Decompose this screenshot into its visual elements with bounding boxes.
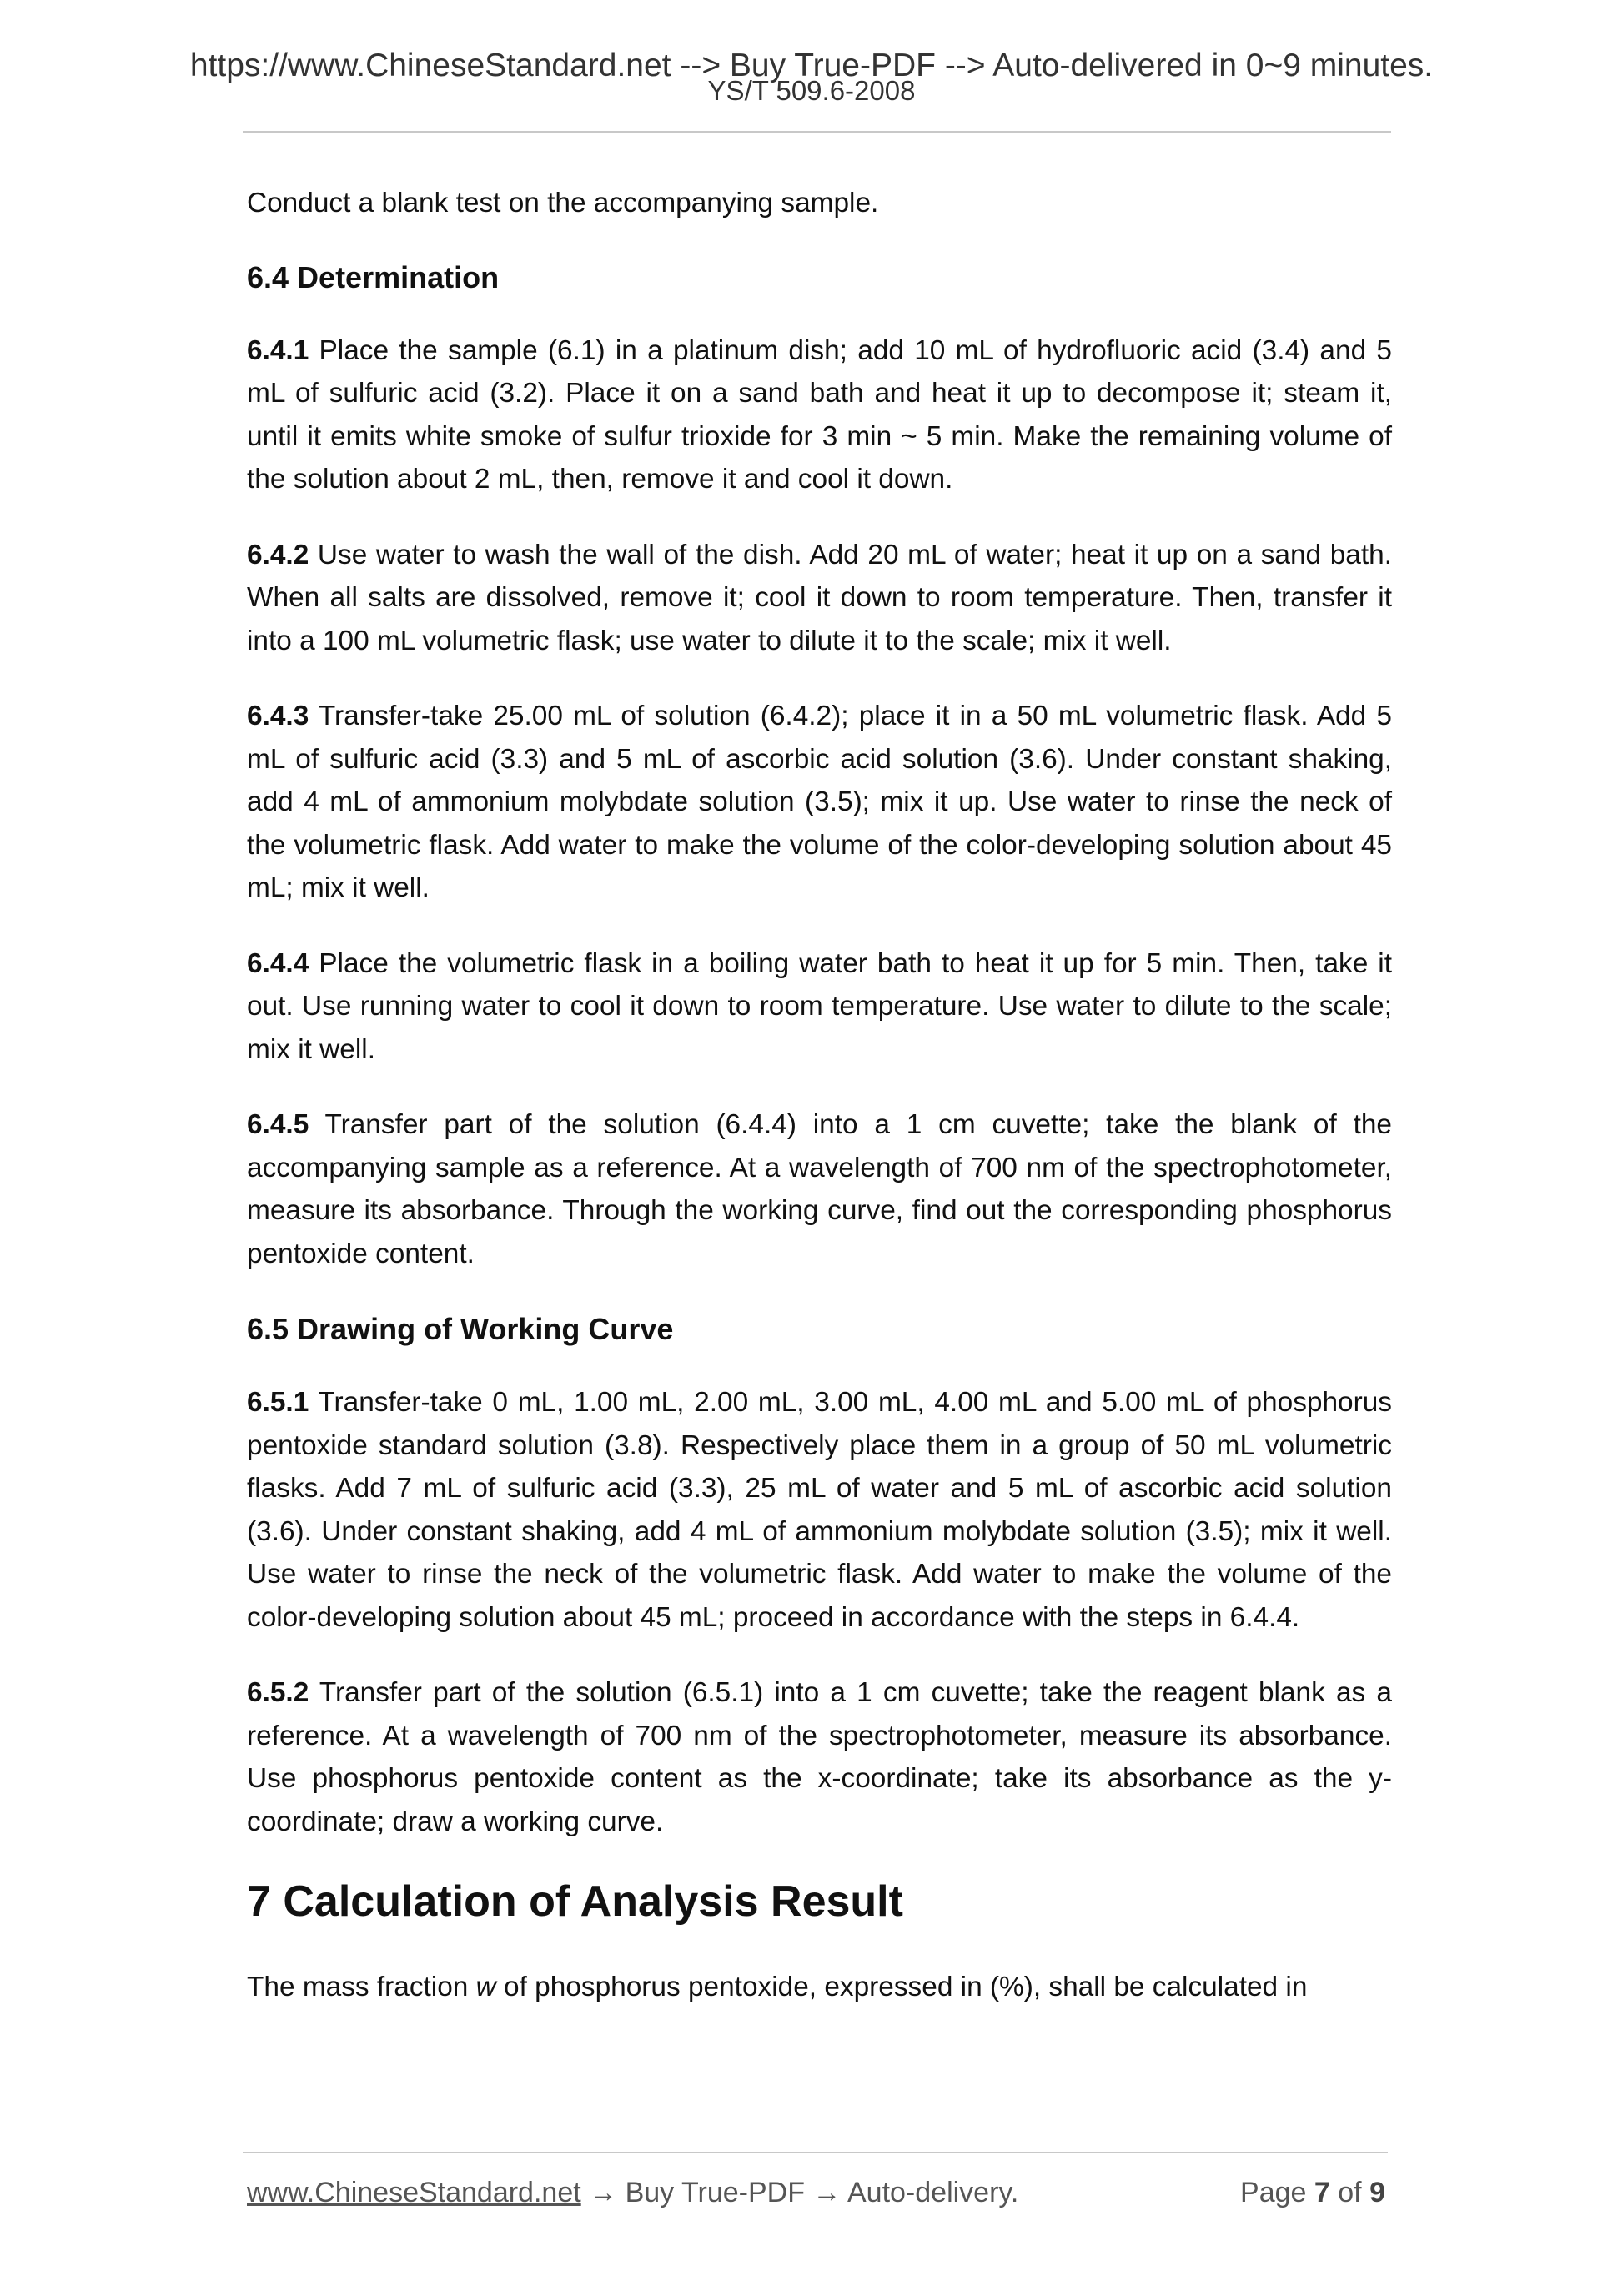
clause-text: Transfer part of the solution (6.4.4) into a 1 cm cuvette; take the blank of the accompanying sample as a reference. At a wavelength of 700 nm of the spectrophotometer, measure its absorbance. Through the working curve, find out the corresponding phosphorus pentoxide content. bbox=[247, 1109, 1392, 1269]
clause-text: Transfer part of the solution (6.5.1) into a 1 cm cuvette; take the reagent blank as a reference. At a wavelength of 700 nm of the spectrophotometer, measure its absorbance. Use phosphorus pentoxide content as the x-coordinate; take its absorbance as the y-coordinate; draw a working curve. bbox=[247, 1677, 1392, 1837]
clause-number: 6.4.1 bbox=[247, 334, 309, 366]
section-heading-6-4: 6.4 Determination bbox=[247, 259, 500, 294]
clause-number: 6.4.3 bbox=[247, 701, 309, 731]
calculation-intro-paragraph bbox=[247, 1966, 1392, 2009]
source-banner: https://www.ChineseStandard.net --> Buy True-PDF --> Auto-delivered in 0~9 minutes. bbox=[189, 48, 1434, 83]
page-indicator bbox=[1240, 2175, 1385, 2210]
footer-divider bbox=[243, 2152, 1388, 2153]
clause-6-4-4 bbox=[247, 942, 1392, 1072]
page-footer bbox=[247, 2175, 1385, 2210]
clause-text: Transfer-take 25.00 mL of solution (6.4.2); place it in a 50 mL volumetric flask. Add 5 mL of sulfuric acid (3.3) and 5 mL of ascorbic acid solution (3.6). Under constant shaking, add 4 mL of ammonium molybdate solution (3.5); mix it up. Use water to rinse the neck of the volumetric flask. Add water to make the volume of the color-developing solution about 45 mL; mix it well. bbox=[247, 701, 1392, 903]
page-total: 9 bbox=[1369, 2177, 1385, 2208]
section-heading-6-5: 6.5 Drawing of Working Curve bbox=[247, 1312, 674, 1346]
clause-6-4-5 bbox=[247, 1103, 1392, 1275]
footer-tagline: → Buy True-PDF → Auto-delivery. bbox=[580, 2177, 1019, 2208]
document-id: YS/T 509.6-2008 bbox=[707, 75, 916, 106]
section-heading-7: 7 Calculation of Analysis Result bbox=[247, 1877, 903, 1926]
clause-text: Place the sample (6.1) in a platinum dish; add 10 mL of hydrofluoric acid (3.4) and 5 mL of sulfuric acid (3.2). Place it on a sand bath and heat it up to decompose it; steam it, until it emits white smoke of sulfur trioxide for 3 min ~ 5 min. Make the remaining volume of the solution about 2 mL, then, remove it and cool it down. bbox=[247, 334, 1392, 495]
page-number: 7 bbox=[1314, 2177, 1330, 2208]
clause-text: Transfer-take 0 mL, 1.00 mL, 2.00 mL, 3.00 mL, 4.00 mL and 5.00 mL of phosphorus pentoxide standard solution (3.8). Respectively place them in a group of 50 mL volumetric flasks. Add 7 mL of sulfuric acid (3.3), 25 mL of water and 5 mL of ascorbic acid solution (3.6). Under constant shaking, add 4 mL of ammonium molybdate solution (3.5); mix it well. Use water to rinse the neck of the volumetric flask. Add water to make the volume of the color-developing solution about 45 mL; proceed in accordance with the steps in 6.4.4. bbox=[247, 1387, 1392, 1633]
clause-number: 6.4.5 bbox=[247, 1109, 309, 1140]
website-link[interactable]: www.ChineseStandard.net bbox=[247, 2177, 581, 2208]
clause-6-5-1 bbox=[247, 1381, 1392, 1639]
clause-text: Use water to wash the wall of the dish. Add 20 mL of water; heat it up on a sand bath. When all salts are dissolved, remove it; cool it down to room temperature. Then, transfer it into a 100 mL volumetric flask; use water to dilute it to the scale; mix it well. bbox=[247, 539, 1392, 656]
page-of-word: of bbox=[1329, 2177, 1370, 2208]
clause-text: Place the volumetric flask in a boiling water bath to heat it up for 5 min. Then, take it out. Use running water to cool it down to room temperature. Use water to dilute to the scale; mix it well. bbox=[247, 947, 1392, 1065]
header-divider bbox=[243, 131, 1391, 133]
blank-test-paragraph: Conduct a blank test on the accompanying sample. bbox=[247, 188, 879, 219]
text-after-variable: of phosphorus pentoxide, expressed in (%), shall be calculated in bbox=[495, 1972, 1308, 2002]
clause-6-4-2 bbox=[247, 534, 1392, 663]
variable-w: w bbox=[475, 1972, 496, 2002]
page-word: Page bbox=[1240, 2177, 1314, 2208]
clause-6-4-1 bbox=[247, 329, 1392, 501]
clause-number: 6.5.2 bbox=[247, 1677, 309, 1708]
clause-number: 6.4.4 bbox=[247, 947, 309, 979]
clause-number: 6.4.2 bbox=[247, 539, 309, 570]
clause-6-5-2 bbox=[247, 1671, 1392, 1843]
page-content bbox=[247, 182, 1392, 2009]
text-before-variable: The mass fraction bbox=[247, 1972, 476, 2002]
clause-6-4-3 bbox=[247, 695, 1392, 910]
clause-number: 6.5.1 bbox=[247, 1387, 309, 1418]
footer-left bbox=[247, 2175, 1018, 2210]
